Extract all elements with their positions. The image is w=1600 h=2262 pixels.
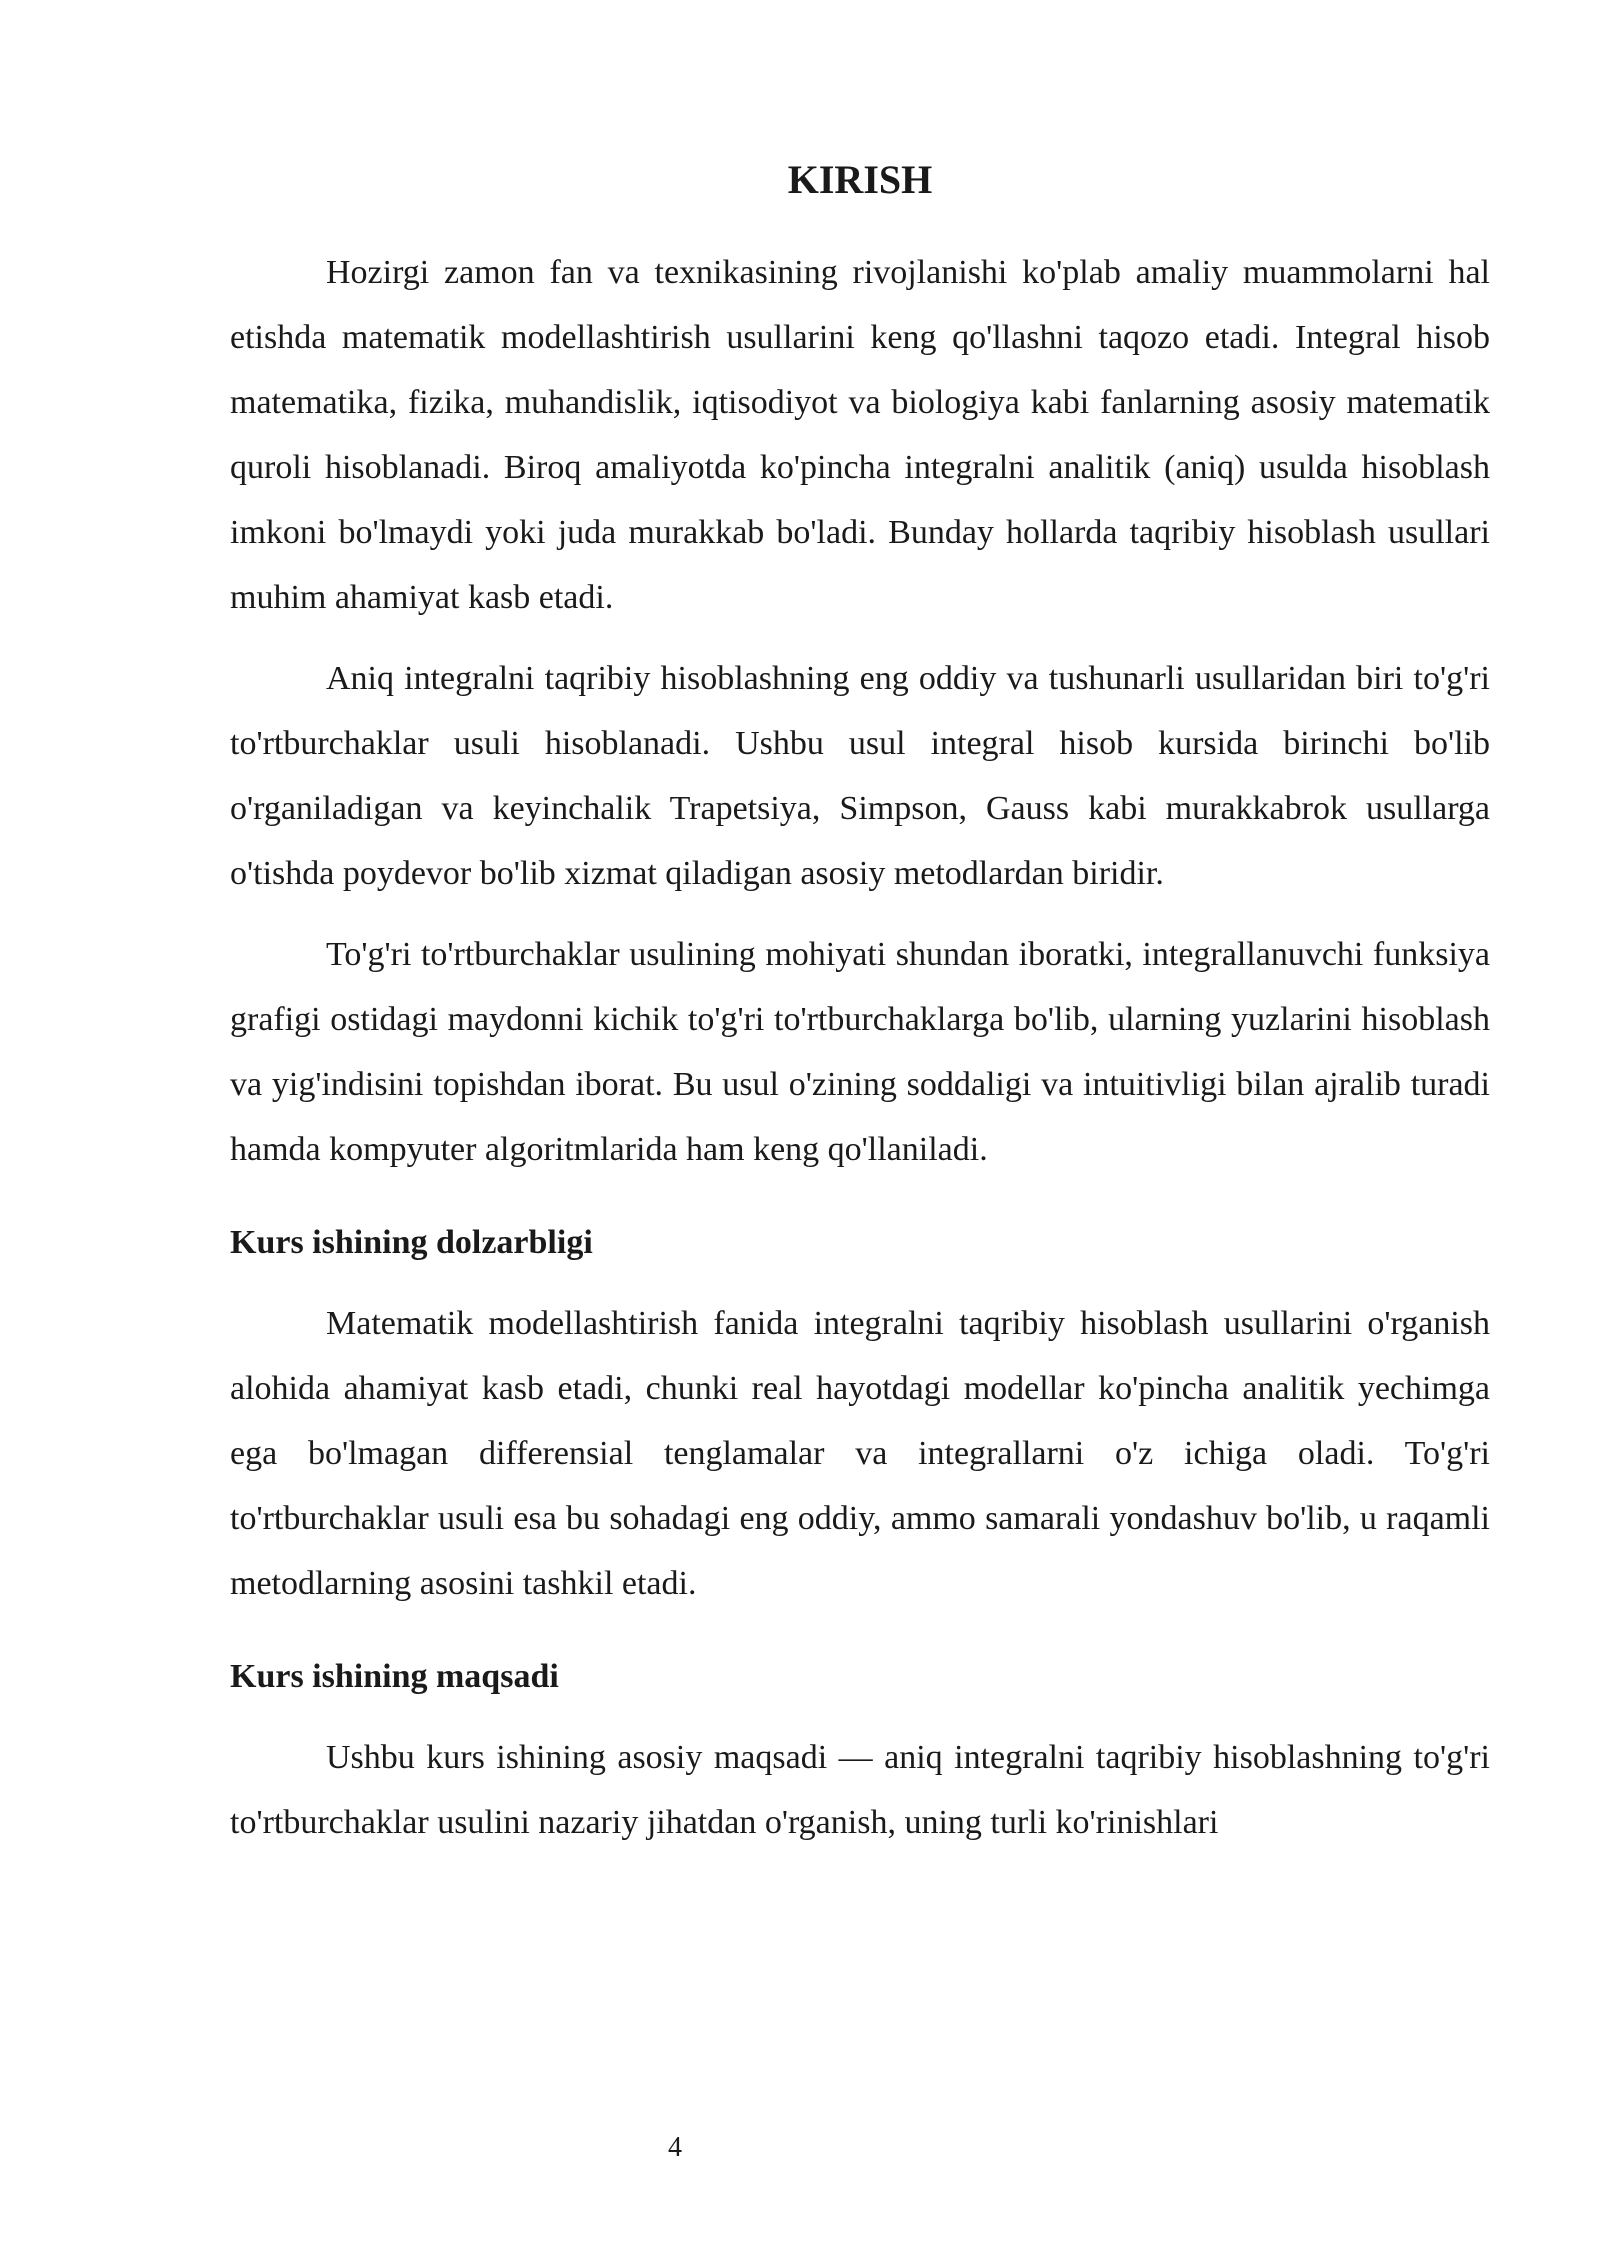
page-content <box>230 150 1490 1871</box>
section-heading-goal: Kurs ishining maqsadi <box>230 1658 559 1695</box>
page-number: 4 <box>668 2132 682 2163</box>
section-paragraph-goal: Ushbu kurs ishining asosiy maqsadi — aniq integralni taqribiy hisoblashning to'g'ri to'rtburchaklar usulini nazariy jihatdan o'rganish, uning turli ko'rinishlari <box>230 1739 1490 1841</box>
intro-paragraph-1: Hozirgi zamon fan va texnikasining rivojlanishi ko'plab amaliy muammolarni hal etishda matematik modellashtirish usullarini keng qo'llashni taqozo etadi. Integral hisob matematika, fizika, muhandislik, iqtisodiyot va biologiya kabi fanlarning asosiy matematik quroli hisoblanadi. Biroq amaliyotda ko'pincha integralni analitik (aniq) usulda hisoblash imkoni bo'lmaydi yoki juda murakkab bo'ladi. Bunday hollarda taqribiy hisoblash usullari muhim ahamiyat kasb etadi. <box>230 254 1490 616</box>
intro-paragraph-2: Aniq integralni taqribiy hisoblashning eng oddiy va tushunarli usullaridan biri to'g'ri to'rtburchaklar usuli hisoblanadi. Ushbu usul integral hisob kursida birinchi bo'lib o'rganiladigan va keyinchalik Trapetsiya, Simpson, Gauss kabi murakkabrok usullarga o'tishda poydevor bo'lib xizmat qiladigan asosiy metodlardan biridir. <box>230 660 1490 892</box>
intro-paragraph-3: To'g'ri to'rtburchaklar usulining mohiyati shundan iboratki, integrallanuvchi funksiya grafigi ostidagi maydonni kichik to'g'ri to'rtburchaklarga bo'lib, ularning yuzlarini hisoblash va yig'indisini topishdan iborat. Bu usul o'zining soddaligi va intuitivligi bilan ajralib turadi hamda kompyuter algoritmlarida ham keng qo'llaniladi. <box>230 936 1490 1168</box>
section-heading-relevance: Kurs ishining dolzarbligi <box>230 1224 593 1261</box>
section-paragraph-relevance: Matematik modellashtirish fanida integralni taqribiy hisoblash usullarini o'rganish alohida ahamiyat kasb etadi, chunki real hayotdagi modellar ko'pincha analitik yechimga ega bo'lmagan differensial tenglamalar va integrallarni o'z ichiga oladi. To'g'ri to'rtburchaklar usuli esa bu sohadagi eng oddiy, ammo samarali yondashuv bo'lib, u raqamli metodlarning asosini tashkil etadi. <box>230 1305 1490 1602</box>
page-title: KIRISH <box>787 157 933 202</box>
